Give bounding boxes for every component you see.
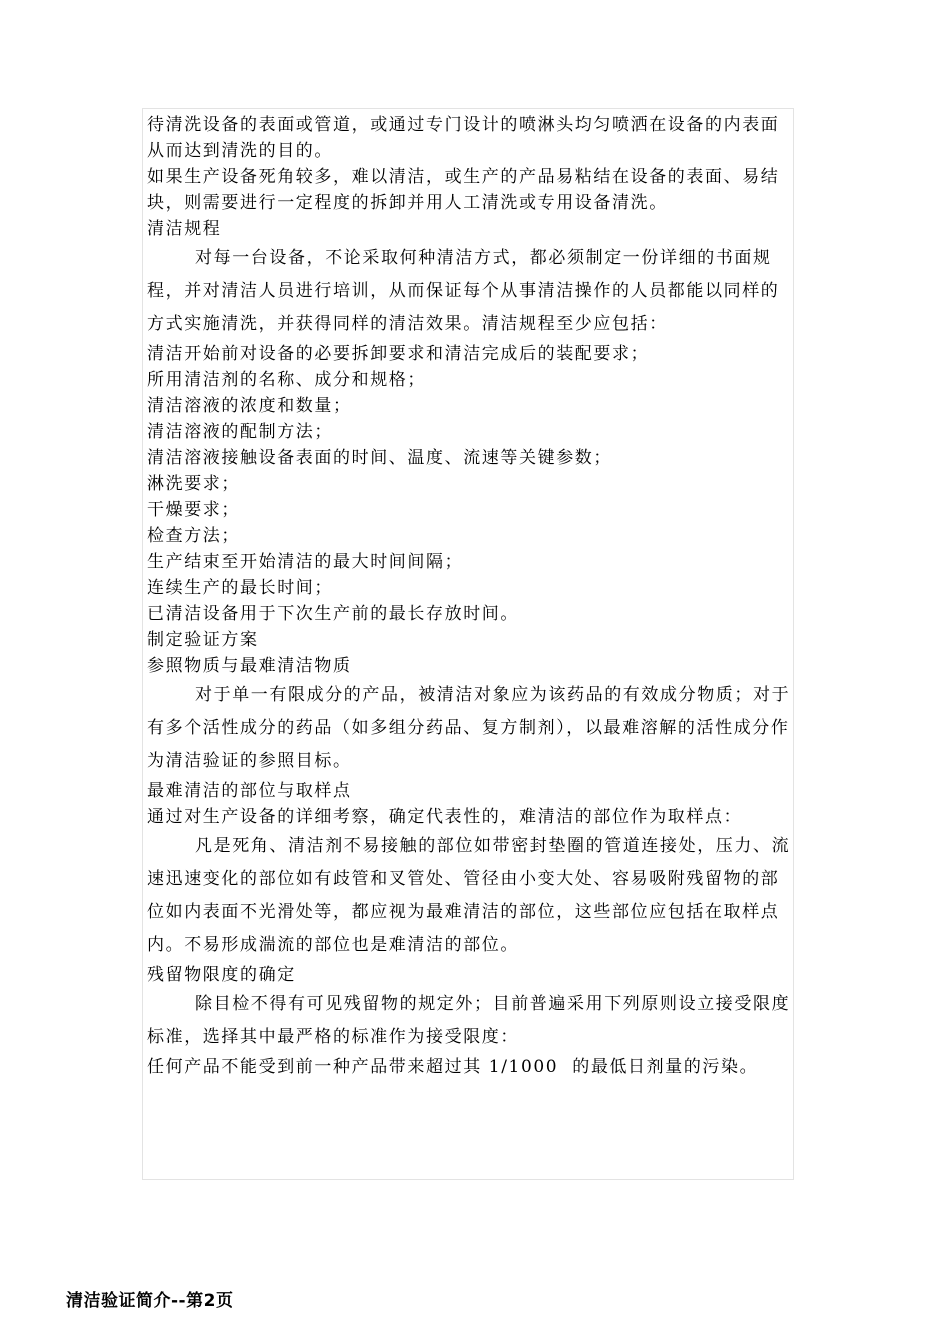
- paragraph: 生产结束至开始清洁的最大时间间隔；: [147, 552, 464, 572]
- paragraph: 参照物质与最难清洁物质: [147, 656, 352, 676]
- paragraph: 干燥要求；: [147, 500, 240, 520]
- paragraph: 最难清洁的部位与取样点: [147, 781, 352, 801]
- paragraph: 除目检不得有可见残留物的规定外；目前普遍采用下列原则设立接受限度标准，选择其中最严格的标准作为接受限度：: [147, 994, 791, 1047]
- paragraph: 淋洗要求；: [147, 474, 240, 494]
- document-text-box: [142, 108, 794, 1180]
- paragraph: 清洁规程: [147, 219, 222, 239]
- paragraph: 连续生产的最长时间；: [147, 578, 333, 598]
- paragraph: 如果生产设备死角较多，难以清洁，或生产的产品易粘结在设备的表面、易结块，则需要进行一定程度的拆卸并用人工清洗或专用设备清洗。: [147, 167, 780, 213]
- paragraph: 检查方法；: [147, 526, 240, 546]
- paragraph: 任何产品不能受到前一种产品带来超过其 1/1000 的最低日剂量的污染。: [147, 1057, 759, 1077]
- page-footer: 清洁验证简介--第2页: [66, 1291, 234, 1311]
- paragraph: 所用清洁剂的名称、成分和规格；: [147, 370, 426, 390]
- paragraph: 清洁溶液的配制方法；: [147, 422, 333, 442]
- paragraph: 待清洗设备的表面或管道，或通过专门设计的喷淋头均匀喷洒在设备的内表面从而达到清洗的目的。: [147, 115, 780, 161]
- paragraph: 通过对生产设备的详细考察，确定代表性的，难清洁的部位作为取样点：: [147, 807, 743, 827]
- paragraph: 清洁溶液接触设备表面的时间、温度、流速等关键参数；: [147, 448, 612, 468]
- paragraph: 制定验证方案: [147, 630, 259, 650]
- paragraph: 凡是死角、清洁剂不易接触的部位如带密封垫圈的管道连接处，压力、流速迅速变化的部位如有歧管和叉管处、管径由小变大处、容易吸附残留物的部位如内表面不光滑处等，都应视为最难清洁的部位，这些部位应包括在取样点内。不易形成湍流的部位也是难清洁的部位。: [147, 836, 791, 955]
- paragraph: 对于单一有限成分的产品，被清洁对象应为该药品的有效成分物质；对于有多个活性成分的药品（如多组分药品、复方制剂），以最难溶解的活性成分作为清洁验证的参照目标。: [147, 685, 791, 771]
- paragraph: 对每一台设备，不论采取何种清洁方式，都必须制定一份详细的书面规程，并对清洁人员进行培训，从而保证每个从事清洁操作的人员都能以同样的方式实施清洗，并获得同样的清洁效果。清洁规程至少应包括：: [147, 248, 780, 334]
- paragraph: 残留物限度的确定: [147, 965, 296, 985]
- paragraph: 已清洁设备用于下次生产前的最长存放时间。: [147, 604, 519, 624]
- paragraph: 清洁溶液的浓度和数量；: [147, 396, 352, 416]
- paragraph: 清洁开始前对设备的必要拆卸要求和清洁完成后的装配要求；: [147, 344, 650, 364]
